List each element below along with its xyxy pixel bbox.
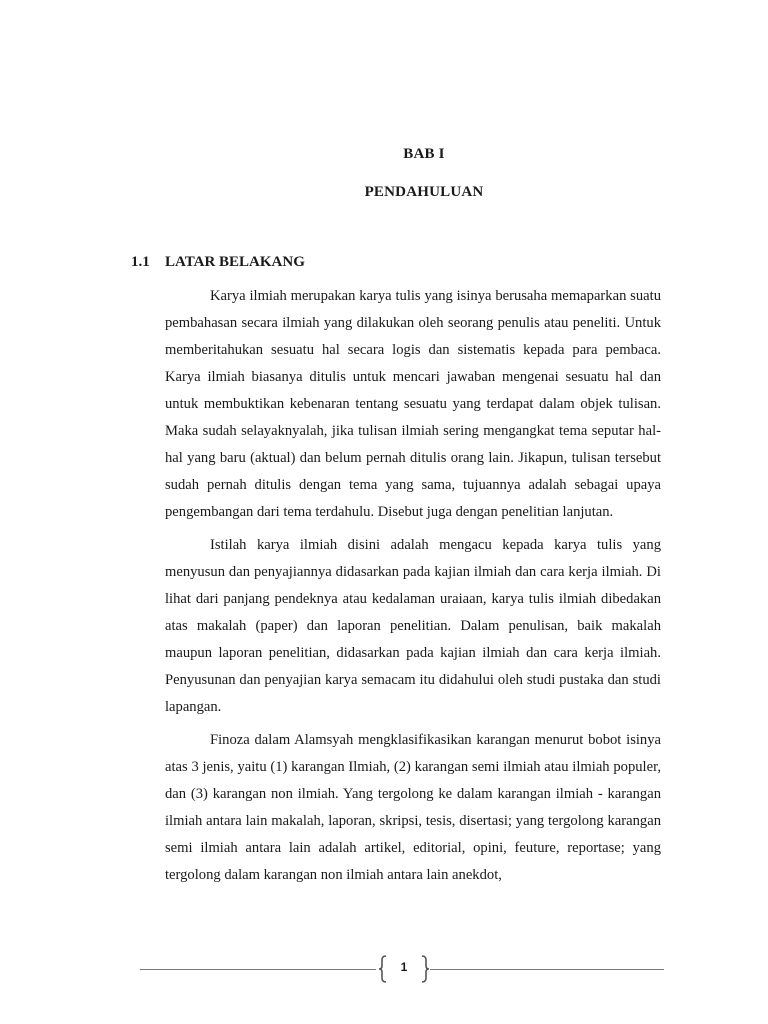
- paragraph-3: Finoza dalam Alamsyah mengklasifikasikan karangan menurut bobot isinya atas 3 jenis, yaitu (1) karangan Ilmiah, (2) karangan semi ilmiah atau ilmiah populer, dan (3) karangan non ilmiah. Yang tergolong ke dalam karangan ilmiah - karangan ilmiah antara lain makalah, laporan, skripsi, tesis, disertasi; yang tergolong karangan semi ilmiah antara lain adalah artikel, editorial, opini, feuture, reportase; yang tergolong dalam karangan non ilmiah antara lain anekdot,: [165, 732, 661, 883]
- paragraph-2: Istilah karya ilmiah disini adalah mengacu kepada karya tulis yang menyusun dan penyajiannya didasarkan pada kajian ilmiah dan cara kerja ilmiah. Di lihat dari panjang pendeknya atau kedalaman uraiaan, karya tulis ilmiah dibedakan atas makalah (paper) dan laporan penelitian. Dalam penulisan, baik makalah maupun laporan penelitian, didasarkan pada kajian ilmiah dan cara kerja ilmiah. Penyusunan dan penyajian karya semacam itu didahului oleh studi pustaka dan studi lapangan.: [165, 537, 661, 715]
- section-title: LATAR BELAKANG: [165, 254, 305, 270]
- chapter-title: PENDAHULUAN: [364, 184, 484, 200]
- page-number: 1: [400, 960, 408, 974]
- left-brace-icon: [378, 955, 388, 983]
- footer-rule-left: [140, 969, 376, 970]
- body-text: [165, 283, 661, 895]
- section-number: 1.1: [131, 254, 150, 270]
- chapter-label: BAB I: [403, 146, 445, 162]
- footer-rule-right: [430, 969, 664, 970]
- right-brace-icon: [420, 955, 430, 983]
- section-heading: [131, 254, 305, 271]
- page-footer: [140, 955, 664, 985]
- paragraph-1: Karya ilmiah merupakan karya tulis yang isinya berusaha memaparkan suatu pembahasan secara ilmiah yang dilakukan oleh seorang penulis atau peneliti. Untuk memberitahukan sesuatu hal secara logis dan sistematis kepada para pembaca. Karya ilmiah biasanya ditulis untuk mencari jawaban mengenai sesuatu hal dan untuk membuktikan kebenaran tentang sesuatu yang terdapat dalam objek tulisan. Maka sudah selayaknyalah, jika tulisan ilmiah sering mengangkat tema seputar hal-hal yang baru (aktual) dan belum pernah ditulis orang lain. Jikapun, tulisan tersebut sudah pernah ditulis dengan tema yang sama, tujuannya adalah sebagai upaya pengembangan dari tema terdahulu. Disebut juga dengan penelitian lanjutan.: [165, 288, 661, 520]
